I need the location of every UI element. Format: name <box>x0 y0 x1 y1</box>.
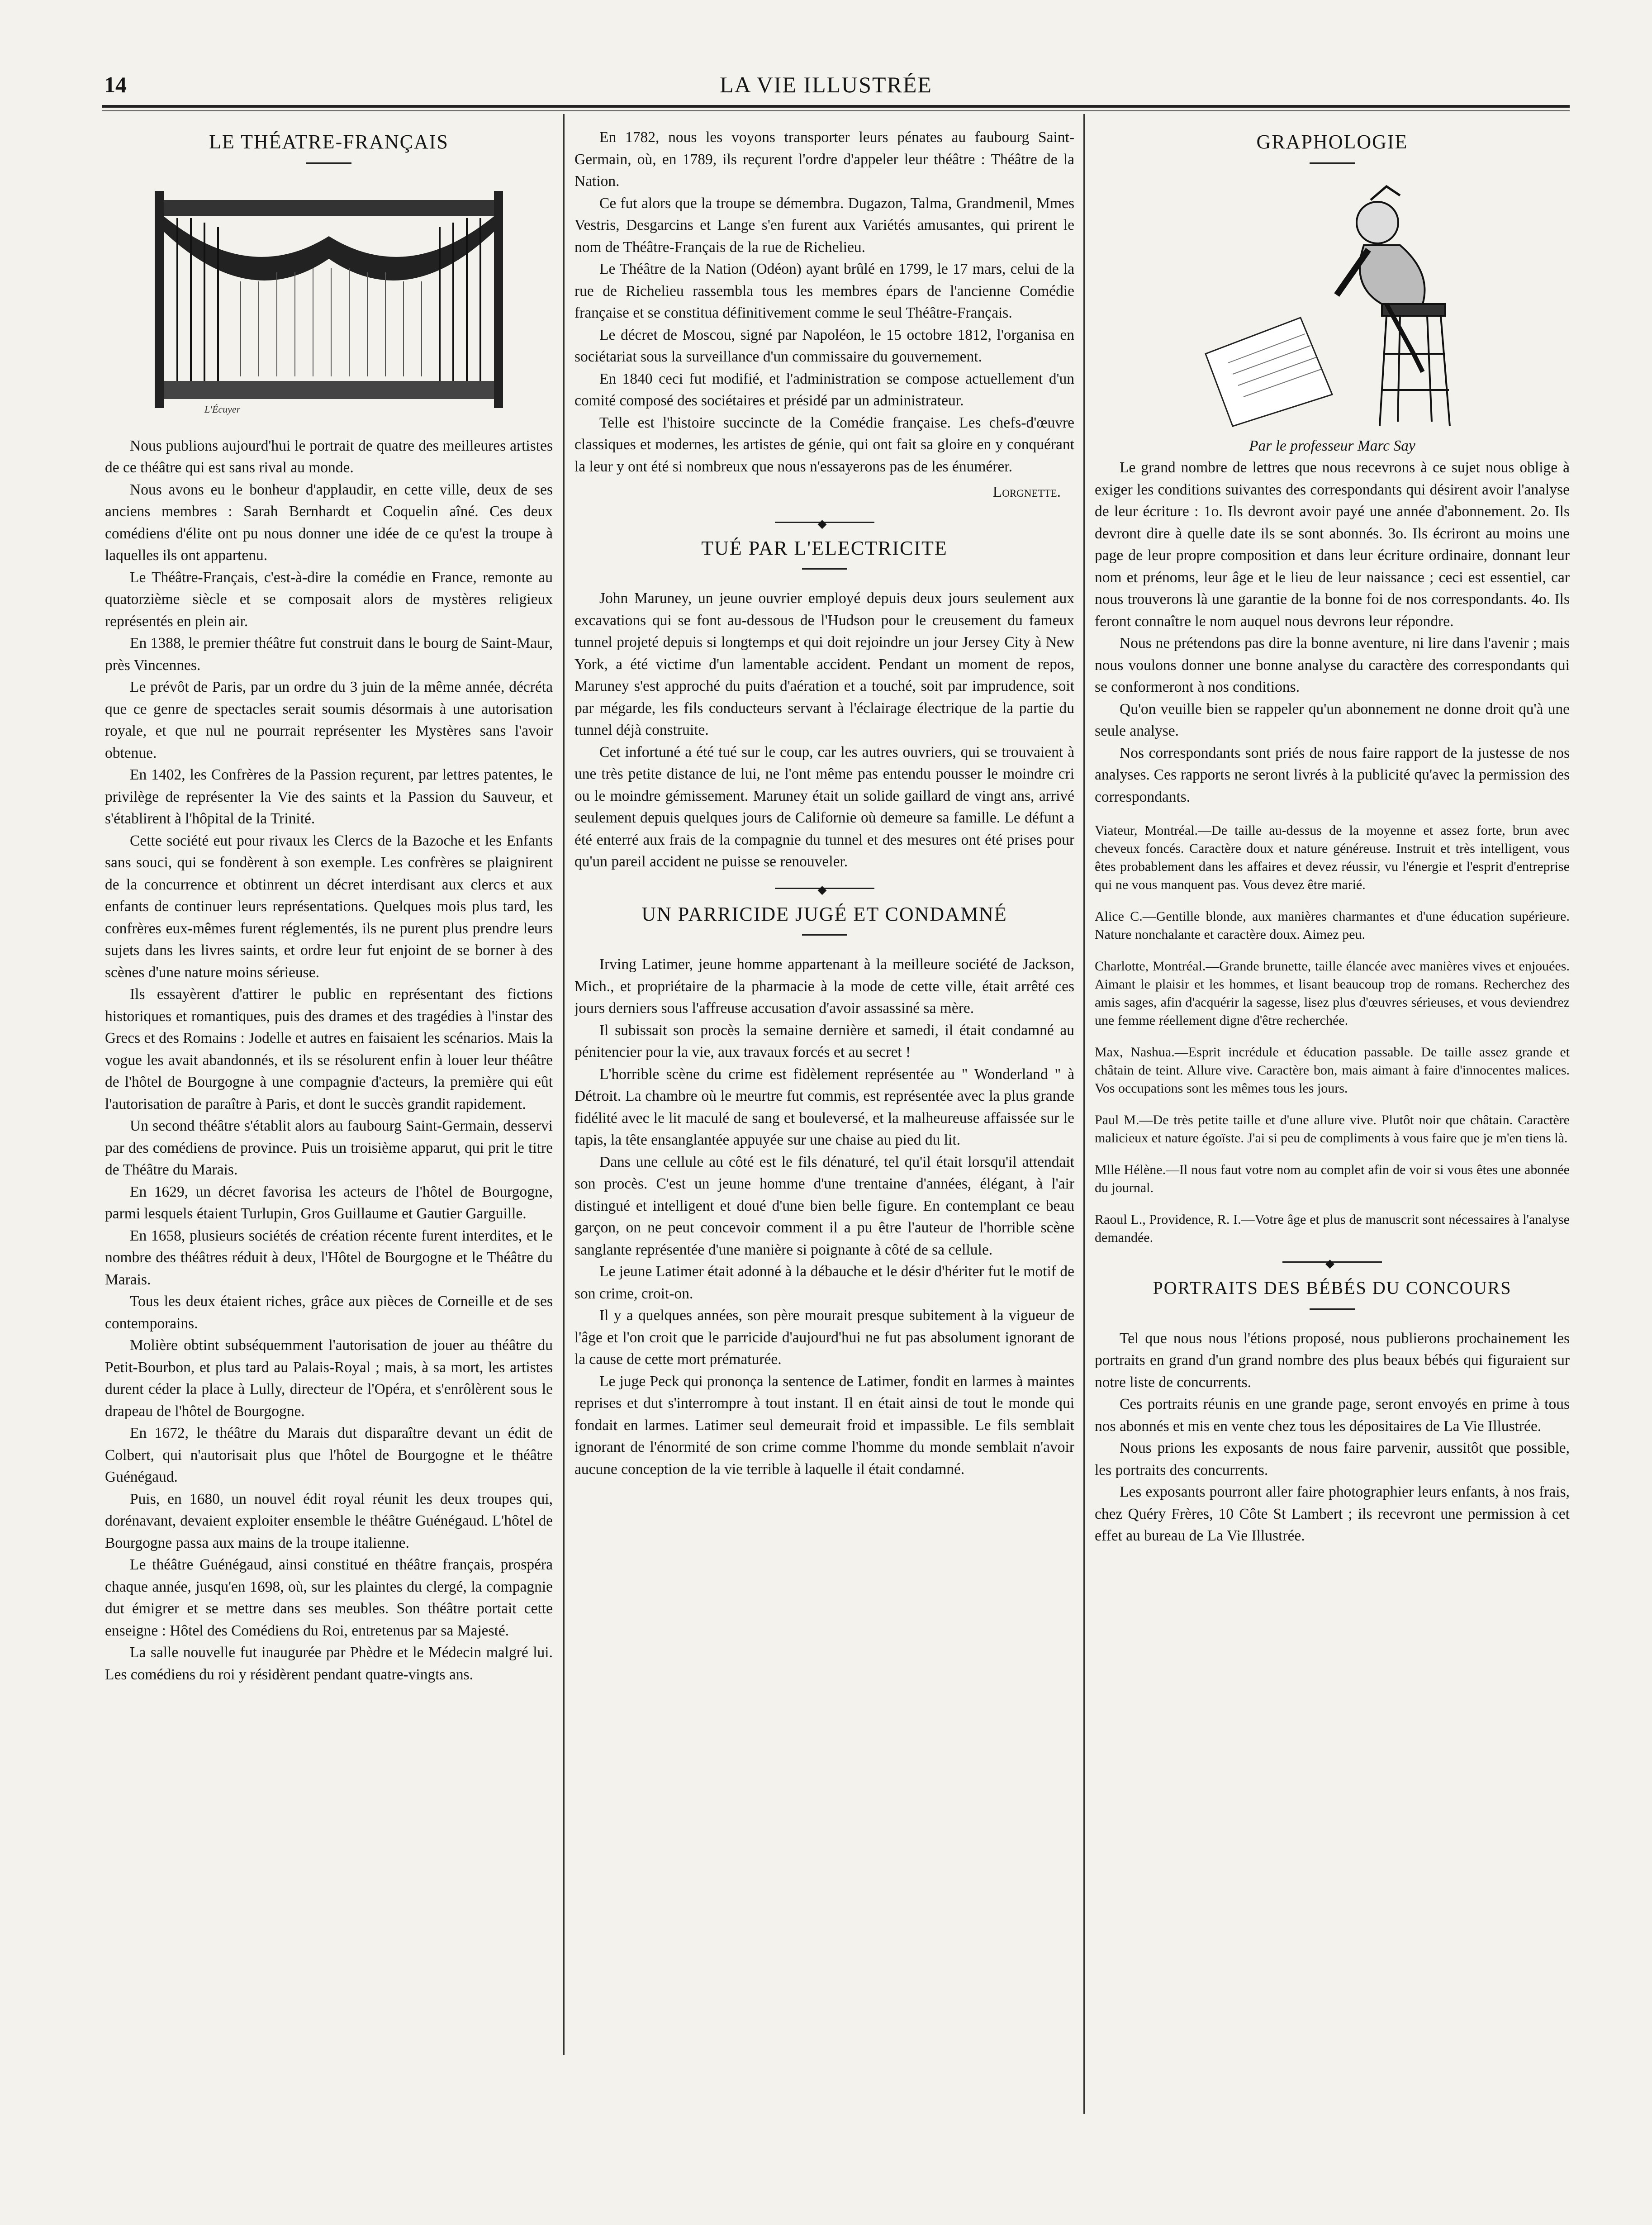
paragraph: John Maruney, un jeune ouvrier employé depuis deux jours seulement aux excavations qui se font au-dessous de l'Hudson pour le creusement du fameux tunnel projeté depuis si longtemps et qui doit rejoindre un jour Jersey City à New York, a été victime d'un lamentable accident. Pendant un moment de repos, Maruney s'est approché du puits d'aération et a touché, soit par imprudence, soit par mégarde, les fils conducteurs servant à l'éclairage électrique de la partie du tunnel déjà construite. <box>574 590 1074 738</box>
theatre-stage-illustration <box>150 182 508 417</box>
paragraph: La salle nouvelle fut inaugurée par Phèdre et le Médecin malgré lui. Les comédiens du roi y résidèrent pendant quatre-vingts ans. <box>105 1644 553 1683</box>
paragraph: Ce fut alors que la troupe se démembra. Dugazon, Talma, Grandmenil, Mmes Vestris, Desgarcins et Lange s'en furent aux Variétés amusantes, qui prirent le nom de Théâtre-Français de la rue de Richelieu. <box>574 195 1074 256</box>
article-body-bebes <box>1095 1328 1570 1547</box>
paragraph: Le théâtre Guénégaud, ainsi constitué en théâtre français, prospéra chaque année, jusqu'en 1698, où, sur les plaintes du clergé, la compagnie dut émigrer et se mettre dans ses meubles. Son théâtre portait cette enseigne : Hôtel des Comédiens du Roi, entretenus par sa Majesté. <box>105 1556 553 1639</box>
heading-dash <box>306 162 351 164</box>
paragraph: En 1629, un décret favorisa les acteurs de l'hôtel de Bourgogne, parmi lesquels étaient Turlupin, Gros Guillaume et Gautier Garguille. <box>105 1183 553 1222</box>
article-heading-bebes: PORTRAITS DES BÉBÉS DU CONCOURS <box>1153 1278 1512 1298</box>
heading-dash <box>802 568 847 570</box>
graphology-reply: Paul M.—De très petite taille et d'une allure vive. Plutôt noir que châtain. Caractère malicieux et nature égoïste. J'ai si peu de compliments à vous faire que je m'en tiens là. <box>1095 1112 1570 1146</box>
graphology-reply: Max, Nashua.—Esprit incrédule et éducation passable. De taille assez grande et châtain de teint. Allure vive. Caractère bon, mais aimant à faire d'innocentes malices. Vos occupations sont les mêmes tous les jours. <box>1095 1045 1570 1096</box>
paragraph: Le jeune Latimer était adonné à la débauche et le désir d'hériter fut le motif de son crime, croit-on. <box>574 1263 1074 1302</box>
paragraph: Ces portraits réunis en une grande page, seront envoyés en prime à tous nos abonnés et mis en vente chez tous les dépositaires de La Vie Illustrée. <box>1095 1396 1570 1435</box>
paragraph: Qu'on veuille bien se rappeler qu'un abonnement ne donne droit qu'à une seule analyse. <box>1095 700 1570 739</box>
graphology-reply: Viateur, Montréal.—De taille au-dessus de la moyenne et assez forte, brun avec cheveux foncés. Caractère doux et nature généreuse. Instruit et très intelligent, vous êtes probablement dans les affaires et devez réussir, vu l'énergie et l'esprit d'entreprise qui ne vous manquent pas. Vous devez être marié. <box>1095 823 1570 892</box>
paragraph: En 1782, nous les voyons transporter leurs pénates au faubourg Saint-Germain, où, en 1789, ils reçurent l'ordre d'appeler leur théâtre : Théâtre de la Nation. <box>574 129 1074 190</box>
masthead: LA VIE ILLUSTRÉE <box>720 72 932 97</box>
paragraph: L'horrible scène du crime est fidèlement représentée au " Wonderland " à Détroit. La chambre où le meurtre fut commis, est représentée avec la plus grande fidélité avec le lit maculé de sang et bouleversé, et la malheureuse affaissée sur le tapis, la tête ensanglantée appuyée sur une chaise au pied du lit. <box>574 1065 1074 1148</box>
paragraph: Ils essayèrent d'attirer le public en représentant des fictions historiques et romantiques, puis des drames et des tragédies à l'instar des Grecs et des Romains : Jodelle et autres en faisaient les scénarios. Mais la vogue les avait abandonnés, et ils se résolurent enfin à louer leur théâtre de l'hôtel de Bourgogne à une compagnie d'acteurs, la première qui eût l'autorisation de paraître à Paris, et dont le succès grandit rapidement. <box>105 986 553 1112</box>
paragraph: Nous avons eu le bonheur d'applaudir, en cette ville, deux de ses anciens membres : Sarah Bernhardt et Coquelin aîné. Ces deux comédiens d'élite ont pu nous donner une idée de ce qu'est la troupe à laquelles ils ont appartenu. <box>105 481 553 564</box>
paragraph: Il y a quelques années, son père mourait presque subitement à la vigueur de l'âge et l'on croit que le parricide d'aujourd'hui ne fut pas absolument ignorant de la cause de cette mort prématurée. <box>574 1307 1074 1368</box>
paragraph: Le Théâtre de la Nation (Odéon) ayant brûlé en 1799, le 17 mars, celui de la rue de Richelieu rassembla tous les membres épars de l'ancienne Comédie française et se constitua définitivement comme le seul Théâtre-Français. <box>574 261 1074 321</box>
paragraph: Il subissait son procès la semaine dernière et samedi, il était condamné au pénitencier pour la vie, aux travaux forcés et au secret ! <box>574 1022 1074 1060</box>
article-body-parricide <box>574 954 1074 1480</box>
paragraph: Nous publions aujourd'hui le portrait de quatre des meilleures artistes de ce théâtre qui est sans rival au monde. <box>105 437 553 476</box>
paragraph: Telle est l'histoire succincte de la Comédie française. Les chefs-d'œuvre classiques et modernes, les artistes de génie, qui ont fait sa gloire en y conquérant la leur y ont été si nombreux que nous n'essayerons pas de les énumérer. <box>574 414 1074 475</box>
article-body-theatre-continued <box>574 127 1074 478</box>
header-rule <box>102 105 1570 108</box>
paragraph: Tous les deux étaient riches, grâce aux pièces de Corneille et de ses contemporains. <box>105 1293 553 1332</box>
column-divider-2 <box>1083 114 1085 2114</box>
article-body-theatre <box>105 435 553 1686</box>
column-divider-1 <box>563 114 565 2055</box>
paragraph: Le Théâtre-Français, c'est-à-dire la comédie en France, remonte au quatorzième siècle et se composait alors de mystères religieux représentés en plein air. <box>105 569 553 630</box>
paragraph: Molière obtint subséquemment l'autorisation de jouer au théâtre du Petit-Bourbon, et plus tard au Palais-Royal ; mais, à sa mort, les artistes durent céder la place à Lully, directeur de l'Opéra, et s'enrôlèrent sous le drapeau de l'hôtel de Bourgogne. <box>105 1337 553 1420</box>
paragraph: Un second théâtre s'établit alors au faubourg Saint-Germain, desservi par des comédiens de province. Puis un troisième apparut, qui prit le titre de Théâtre du Marais. <box>105 1117 553 1178</box>
graphology-reply: Raoul L., Providence, R. I.—Votre âge et plus de manuscrit sont nécessaires à l'analyse demandée. <box>1095 1212 1570 1245</box>
article-body-graphologie <box>1095 457 1570 808</box>
paragraph: Le juge Peck qui prononça la sentence de Latimer, fondit en larmes à maintes reprises et dut s'interrompre à tout instant. Il en était ainsi de tout le monde qui fondait en larmes. Latimer seul demeurait froid et impassible. Le fils semblait ignorant de l'énormité de son crime comme l'homme du monde semblait n'avoir aucune conception de la vie terrible à laquelle il était condamné. <box>574 1373 1074 1478</box>
paragraph: En 1402, les Confrères de la Passion reçurent, par lettres patentes, le privilège de représenter la Vie des saints et la Passion du Sauveur, et s'établirent à l'hôpital de la Trinité. <box>105 766 553 827</box>
paragraph: Les exposants pourront aller faire photographier leurs enfants, à nos frais, chez Quéry Frères, 10 Côte St Lambert ; ils recevront une permission à cet effet au bureau de La Vie Illustrée. <box>1095 1483 1570 1544</box>
heading-dash <box>1310 162 1355 164</box>
graphology-reply: Mlle Hélène.—Il nous faut votre nom au complet afin de voir si vous êtes une abonnée du journal. <box>1095 1162 1570 1195</box>
column-3 <box>1095 127 1570 2108</box>
paragraph: En 1658, plusieurs sociétés de création récente furent interdites, et le nombre des théâtres réduit à deux, l'Hôtel de Bourgogne et le Théâtre du Marais. <box>105 1227 553 1288</box>
article-heading-electricite: TUÉ PAR L'ELECTRICITE <box>701 537 948 559</box>
column-1 <box>105 127 553 2108</box>
illustration-signature: L'Écuyer <box>204 403 241 415</box>
paragraph: Nous ne prétendons pas dire la bonne aventure, ni lire dans l'avenir ; mais nous voulons donner une bonne analyse du caractère des correspondants qui se conformeront à nos conditions. <box>1095 635 1570 695</box>
article-heading-parricide: UN PARRICIDE JUGÉ ET CONDAMNÉ <box>641 903 1007 925</box>
article-heading-theatre: LE THÉATRE-FRANÇAIS <box>209 131 449 153</box>
section-separator <box>775 522 874 523</box>
heading-dash <box>802 934 847 936</box>
paragraph: Nous prions les exposants de nous faire parvenir, aussitôt que possible, les portraits des concurrents. <box>1095 1440 1570 1479</box>
paragraph: Nos correspondants sont priés de nous faire rapport de la justesse de nos analyses. Ces rapports ne seront livrés à la publicité qu'avec la permission des correspondants. <box>1095 744 1570 805</box>
illustration-caption: Par le professeur Marc Say <box>1249 437 1415 454</box>
paragraph: Cette société eut pour rivaux les Clercs de la Bazoche et les Enfants sans souci, qui se fondèrent à son exemple. Les confrères se plaignirent de la concurrence et obtinrent un décret interdisant aux clercs et aux enfants de continuer leurs représentations. Quelques mois plus tard, les confrères eux-mêmes furent réglementés, ils ne purent plus prendre leurs sujets dans les livres saints, et ordre leur fut enjoint de se borner à des scènes d'une nature moins sérieuse. <box>105 832 553 981</box>
heading-dash <box>1310 1308 1355 1310</box>
paragraph: En 1388, le premier théâtre fut construit dans le bourg de Saint-Maur, près Vincennes. <box>105 635 553 674</box>
graphology-replies <box>1095 822 1570 1247</box>
paragraph: En 1672, le théâtre du Marais dut disparaître devant un édit de Colbert, qui n'autorisait plus que l'hôtel de Bourgogne et le théâtre Guénégaud. <box>105 1425 553 1485</box>
graphology-reply: Alice C.—Gentille blonde, aux manières charmantes et d'une éducation supérieure. Nature nonchalante et caractère doux. Aimez peu. <box>1095 909 1570 942</box>
paragraph: Le prévôt de Paris, par un ordre du 3 juin de la même année, décréta que ce genre de spectacles serait soumis désormais à une autorisation royale, et que nul ne pourrait représenter les Mystères sans l'avoir obtenue. <box>105 679 553 761</box>
graphology-reply: Charlotte, Montréal.—Grande brunette, taille élancée avec manières vives et enjouées. Aimant le plaisir et les hommes, et lisant beaucoup trop de romans. Recherchez des amis sages, afin d'acquérir la sagesse, lisez plus d'œuvres sérieuses, et vous deviendrez une femme réellement digne d'être recherchée. <box>1095 959 1570 1028</box>
paragraph: Irving Latimer, jeune homme appartenant à la meilleure société de Jackson, Mich., et propriétaire de la pharmacie à la mode de cette ville, était arrêté ces jours derniers sous l'affreuse accusation d'avoir assassiné sa mère. <box>574 956 1074 1017</box>
paragraph: Dans une cellule au côté est le fils dénaturé, tel qu'il était lorsqu'il attendait son procès. C'est un jeune homme d'une trentaine d'années, élégant, à l'air distingué et intelligent et doué d'une bien belle figure. En contemplant ce beau garçon, on ne peut concevoir comment il a pu être l'auteur de l'horrible scène sanglante représentée d'une manière si poignante à côté de sa cellule. <box>574 1153 1074 1258</box>
signature-lorgnette: Lorgnette. <box>992 484 1061 500</box>
graphologist-illustration <box>1187 182 1477 435</box>
header-rule-thin <box>102 110 1570 111</box>
paragraph: Cet infortuné a été tué sur le coup, car les autres ouvriers, qui se trouvaient à une très petite distance de lui, ne l'ont même pas entendu pousser le moindre cri ou le moindre gémissement. Maruney était un solide gaillard de vingt ans, arrivé seulement depuis quelques jours de Californie où demeure sa famille. Le défunt a été enterré aux frais de la compagnie du tunnel et des mesures ont été prises pour qu'un pareil accident ne puisse se renouveler. <box>574 743 1074 870</box>
paragraph: Le décret de Moscou, signé par Napoléon, le 15 octobre 1812, l'organisa en sociétariat sous la surveillance d'un commissaire du gouvernement. <box>574 326 1074 365</box>
article-heading-graphologie: GRAPHOLOGIE <box>1256 131 1408 153</box>
section-separator <box>775 888 874 889</box>
page-number: 14 <box>104 72 127 97</box>
paragraph: Tel que nous nous l'étions proposé, nous publierons prochainement les portraits en grand d'un grand nombre des plus beaux bébés qui figuraient sur notre liste de concurrents. <box>1095 1330 1570 1391</box>
paragraph: Puis, en 1680, un nouvel édit royal réunit les deux troupes qui, dorénavant, devaient exploiter ensemble le théâtre Guénégaud. L'hôtel de Bourgogne passa aux mains de la troupe italienne. <box>105 1490 553 1551</box>
paragraph: Le grand nombre de lettres que nous recevrons à ce sujet nous oblige à exiger les conditions suivantes des correspondants qui désirent avoir l'analyse de leur écriture : 1o. Ils devront avoir payé une année d'abonnement. 2o. Ils devront dire à quelle date ils se sont abonnés. 3o. Ils écriront au moins une page de leur propre composition et dans leur écriture ordinaire, donnant leur nom et prénoms, leur âge et le lieu de leur naissance ; ceci est essentiel, car nous trouverons là une garantie de la bonne foi de nos correspondants. 4o. Ils feront connaître le nom auquel nous devrons leur répondre. <box>1095 459 1570 630</box>
column-2 <box>574 127 1074 2108</box>
article-body-electricite <box>574 588 1074 873</box>
paragraph: En 1840 ceci fut modifié, et l'administration se compose actuellement d'un comité composé des sociétaires et présidé par un administrateur. <box>574 370 1074 409</box>
section-separator <box>1282 1261 1382 1263</box>
